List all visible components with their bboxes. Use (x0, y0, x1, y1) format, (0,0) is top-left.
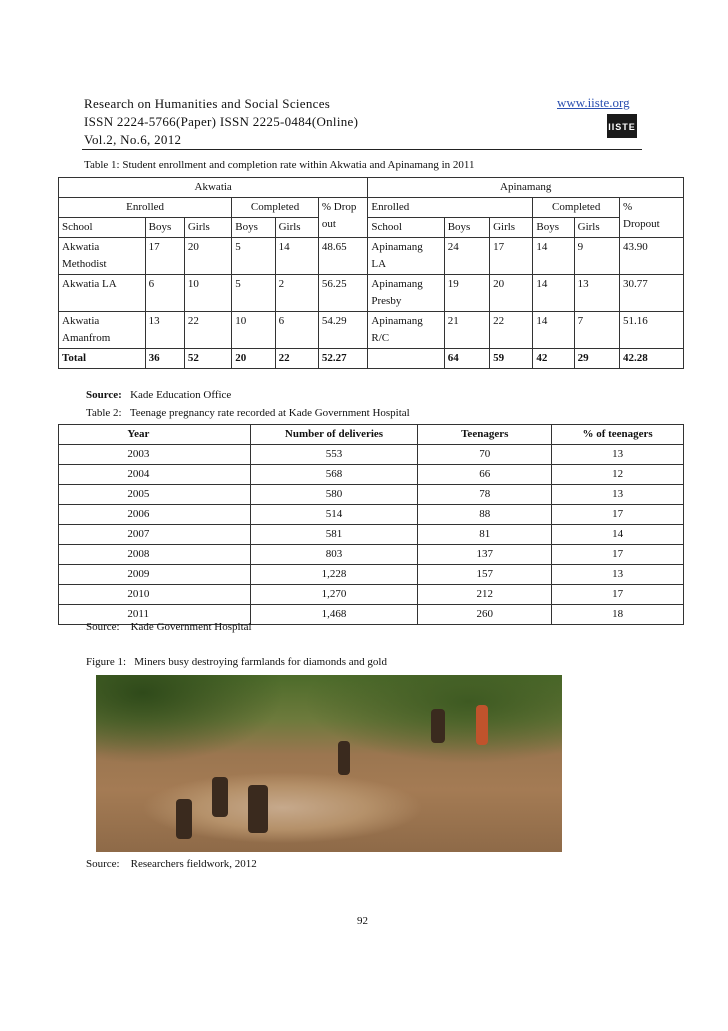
miner-figure (476, 705, 488, 745)
cell: 514 (250, 505, 418, 525)
cell: 17 (552, 505, 684, 525)
cell: 2005 (124, 485, 250, 505)
col-school: School (59, 218, 146, 238)
cell (59, 505, 125, 525)
cell: 1,228 (250, 565, 418, 585)
cell: 59 (490, 349, 533, 369)
col-boys: Boys (533, 218, 574, 238)
iiste-logo: IISTE (607, 114, 637, 138)
table-row (59, 238, 684, 275)
cell: 6 (145, 275, 184, 312)
drop-pct-left-header: % Drop out (318, 198, 368, 238)
cell: 5 (232, 238, 275, 275)
header-teenagers: Teenagers (418, 425, 552, 445)
cell: 52 (184, 349, 231, 369)
cell (59, 425, 125, 445)
cell (59, 445, 125, 465)
col-school: School (368, 218, 444, 238)
cell: 18 (552, 605, 684, 625)
cell: 13 (552, 565, 684, 585)
table1-column-row (59, 218, 684, 238)
cell: 2010 (124, 585, 250, 605)
cell: 88 (418, 505, 552, 525)
school-name: Apinamang LA (368, 238, 444, 275)
cell: 137 (418, 545, 552, 565)
cell: 81 (418, 525, 552, 545)
cell: 14 (533, 312, 574, 349)
school-name: Akwatia Methodist (59, 238, 146, 275)
cell: 14 (275, 238, 318, 275)
cell: 54.29 (318, 312, 368, 349)
miner-figure (212, 777, 228, 817)
cell (59, 525, 125, 545)
table-row (59, 445, 684, 465)
table-row (59, 565, 684, 585)
cell: 24 (444, 238, 489, 275)
cell: 7 (574, 312, 619, 349)
cell: 13 (552, 445, 684, 465)
table1-source: Source: Kade Education Office (86, 389, 232, 401)
cell: 66 (418, 465, 552, 485)
total-label: Total (59, 349, 146, 369)
issn-line: ISSN 2224-5766(Paper) ISSN 2225-0484(Online) (84, 114, 359, 129)
cell: 2 (275, 275, 318, 312)
cell: 553 (250, 445, 418, 465)
table2-source: Source: Kade Government Hospital (86, 621, 252, 633)
cell: 30.77 (620, 275, 684, 312)
cell: 36 (145, 349, 184, 369)
table-row (59, 275, 684, 312)
cell: 56.25 (318, 275, 368, 312)
cell: 1,468 (250, 605, 418, 625)
figure1-caption: Figure 1: Miners busy destroying farmlands for diamonds and gold (86, 656, 387, 668)
col-girls: Girls (275, 218, 318, 238)
group-akwatia: Akwatia (59, 178, 368, 198)
cell (59, 545, 125, 565)
cell: 22 (275, 349, 318, 369)
cell: 581 (250, 525, 418, 545)
cell (59, 465, 125, 485)
cell: 2008 (124, 545, 250, 565)
header-rule (82, 149, 642, 150)
table-row (59, 505, 684, 525)
cell: 2003 (124, 445, 250, 465)
cell: 29 (574, 349, 619, 369)
col-boys: Boys (444, 218, 489, 238)
header-deliveries: Number of deliveries (250, 425, 418, 445)
cell: 9 (574, 238, 619, 275)
miner-figure (176, 799, 192, 839)
table-row (59, 585, 684, 605)
cell: 12 (552, 465, 684, 485)
completed-left-header: Completed (232, 198, 319, 218)
cell (368, 349, 444, 369)
cell: 5 (232, 275, 275, 312)
cell: 157 (418, 565, 552, 585)
header-year: Year (124, 425, 250, 445)
cell: 14 (533, 238, 574, 275)
cell: 43.90 (620, 238, 684, 275)
cell: 42 (533, 349, 574, 369)
cell: 2009 (124, 565, 250, 585)
table-row (59, 465, 684, 485)
table1-subheader-row (59, 198, 684, 218)
cell: 21 (444, 312, 489, 349)
col-boys: Boys (145, 218, 184, 238)
cell: 14 (552, 525, 684, 545)
table1-caption: Table 1: Student enrollment and completion rate within Akwatia and Apinamang in 2011 (84, 159, 475, 171)
cell: 6 (275, 312, 318, 349)
completed-right-header: Completed (533, 198, 620, 218)
cell (59, 585, 125, 605)
cell: 260 (418, 605, 552, 625)
cell: 48.65 (318, 238, 368, 275)
cell: 17 (490, 238, 533, 275)
enrolled-left-header: Enrolled (59, 198, 232, 218)
cell: 19 (444, 275, 489, 312)
cell: 10 (232, 312, 275, 349)
cell: 13 (574, 275, 619, 312)
cell: 20 (232, 349, 275, 369)
school-name: Akwatia Amanfrom (59, 312, 146, 349)
table-row (59, 485, 684, 505)
miner-figure (248, 785, 268, 833)
cell: 2011 (124, 605, 250, 625)
total-row (59, 349, 684, 369)
cell: 17 (145, 238, 184, 275)
group-apinamang: Apinamang (368, 178, 684, 198)
miners-photo (96, 675, 562, 852)
cell: 70 (418, 445, 552, 465)
cell (59, 485, 125, 505)
cell: 803 (250, 545, 418, 565)
cell: 64 (444, 349, 489, 369)
school-name: Akwatia LA (59, 275, 146, 312)
cell: 17 (552, 585, 684, 605)
table-row (59, 525, 684, 545)
cell: 22 (184, 312, 231, 349)
table1-group-row (59, 178, 684, 198)
cell: 2004 (124, 465, 250, 485)
cell: 78 (418, 485, 552, 505)
page-number: 92 (357, 915, 368, 927)
table2-header-row (59, 425, 684, 445)
table2-caption: Table 2: Teenage pregnancy rate recorded at Kade Government Hospital (86, 407, 410, 419)
cell: 1,270 (250, 585, 418, 605)
miner-figure (338, 741, 350, 775)
journal-title: Research on Humanities and Social Sciences (84, 96, 331, 111)
cell: 22 (490, 312, 533, 349)
journal-url-link[interactable]: www.iiste.org (557, 95, 630, 110)
cell: 14 (533, 275, 574, 312)
cell: 42.28 (620, 349, 684, 369)
school-name: Apinamang Presby (368, 275, 444, 312)
cell: 52.27 (318, 349, 368, 369)
miner-figure (431, 709, 445, 743)
cell: 51.16 (620, 312, 684, 349)
figure1-source: Source: Researchers fieldwork, 2012 (86, 858, 257, 870)
dropout-right-header: % Dropout (620, 198, 684, 238)
header-pct-teenagers: % of teenagers (552, 425, 684, 445)
cell: 20 (184, 238, 231, 275)
cell: 568 (250, 465, 418, 485)
enrolled-right-header: Enrolled (368, 198, 533, 218)
pregnancy-table (58, 424, 684, 625)
cell: 212 (418, 585, 552, 605)
cell: 17 (552, 545, 684, 565)
cell: 10 (184, 275, 231, 312)
cell: 580 (250, 485, 418, 505)
table-row (59, 312, 684, 349)
col-boys: Boys (232, 218, 275, 238)
volume-line: Vol.2, No.6, 2012 (84, 132, 182, 147)
cell: 2006 (124, 505, 250, 525)
cell: 13 (552, 485, 684, 505)
col-girls: Girls (574, 218, 619, 238)
cell: 13 (145, 312, 184, 349)
cell: 2007 (124, 525, 250, 545)
col-girls: Girls (184, 218, 231, 238)
school-name: Apinamang R/C (368, 312, 444, 349)
cell: 20 (490, 275, 533, 312)
table-row (59, 545, 684, 565)
cell (59, 565, 125, 585)
enrollment-table (58, 177, 684, 369)
col-girls: Girls (490, 218, 533, 238)
